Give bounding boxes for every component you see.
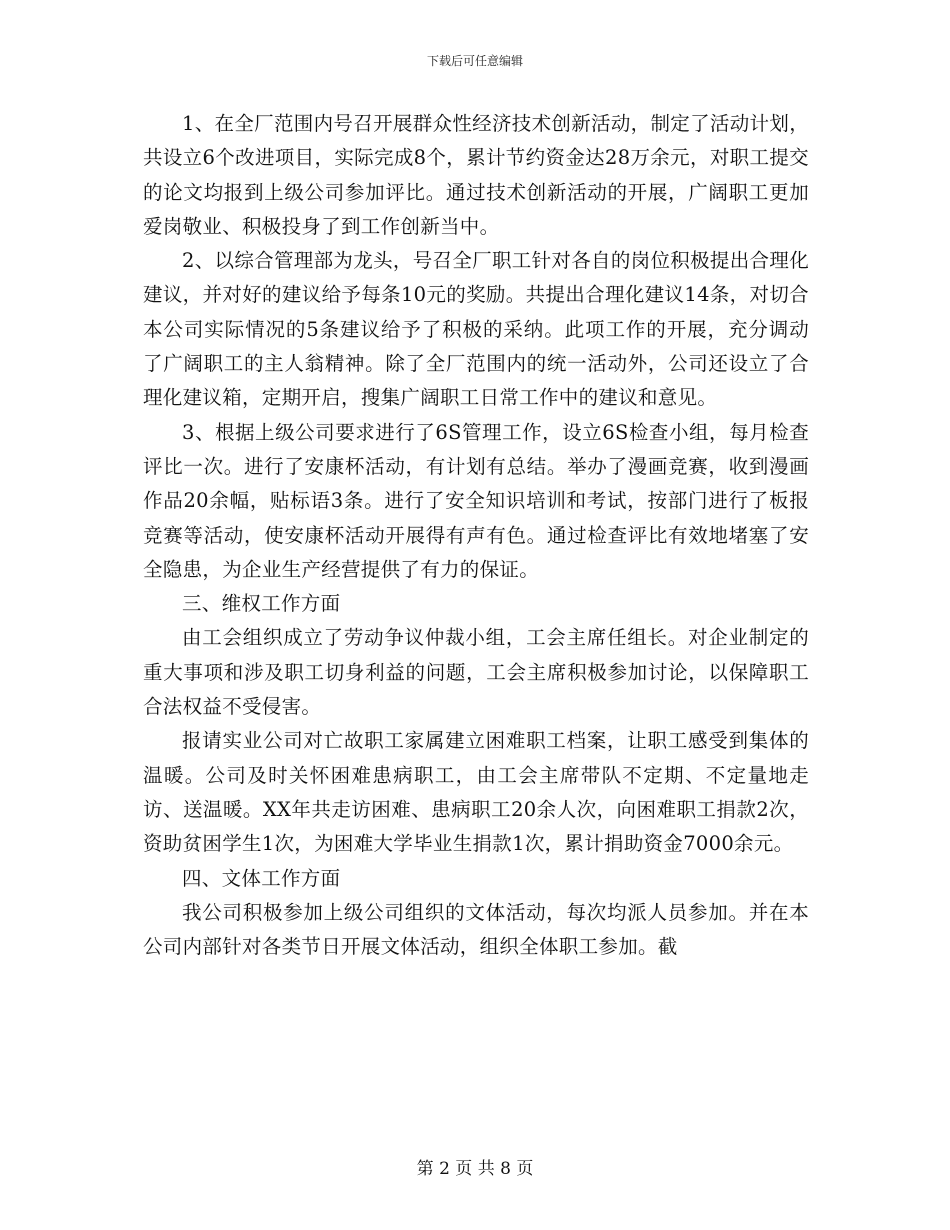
page-header-note: 下载后可任意编辑 bbox=[426, 54, 523, 68]
paragraph-innovation: 1、在全厂范围内号召开展群众性经济技术创新活动，制定了活动计划，共设立6个改进项目，实际完成8个，累计节约资金达28万余元，对职工提交的论文均报到上级公司参加评比。通过技术创新活动的开展，广阔职工更加爱岗敬业、积极投身了到工作创新当中。 bbox=[143, 112, 809, 238]
document-body bbox=[143, 107, 809, 964]
paragraph-arbitration: 由工会组织成立了劳动争议仲裁小组，工会主席任组长。对企业制定的重大事项和涉及职工切身利益的问题，工会主席积极参加讨论，以保障职工合法权益不受侵害。 bbox=[143, 626, 809, 719]
paragraph-hardship-aid: 报请实业公司对亡故职工家属建立困难职工档案，让职工感受到集体的温暖。公司及时关怀困难患病职工，由工会主席带队不定期、不定量地走访、送温暖。XX年共走访困难、患病职工20余人次，向困难职工捐款2次，资助贫困学生1次，为困难大学毕业生捐款1次，累计捐助资金7000余元。 bbox=[143, 729, 809, 856]
section-heading-culture: 四、文体工作方面 bbox=[182, 866, 341, 890]
paragraph-6s-safety: 3、根据上级公司要求进行了6S管理工作，设立6S检查小组，每月检查评比一次。进行了安康杯活动，有计划有总结。举办了漫画竞赛，收到漫画作品20余幅，贴标语3条。进行了安全知识培训和考试，按部门进行了板报竞赛等活动，使安康杯活动开展得有声有色。通过检查评比有效地堵塞了安全隐患，为企业生产经营提供了有力的保证。 bbox=[143, 420, 809, 581]
paragraph-culture-activities: 我公司积极参加上级公司组织的文体活动，每次均派人员参加。并在本公司内部针对各类节日开展文体活动，组织全体职工参加。截 bbox=[143, 900, 809, 959]
section-heading-rights: 三、维权工作方面 bbox=[182, 592, 341, 616]
page-number-footer: 第 2 页 共 8 页 bbox=[416, 1159, 534, 1179]
paragraph-suggestions: 2、以综合管理部为龙头，号召全厂职工针对各自的岗位积极提出合理化建议，并对好的建议给予每条10元的奖励。共提出合理化建议14条，对切合本公司实际情况的5条建议给予了积极的采纳。此项工作的开展，充分调动了广阔职工的主人翁精神。除了全厂范围内的统一活动外，公司还设立了合理化建议箱，定期开启，搜集广阔职工日常工作中的建议和意见。 bbox=[143, 249, 809, 410]
